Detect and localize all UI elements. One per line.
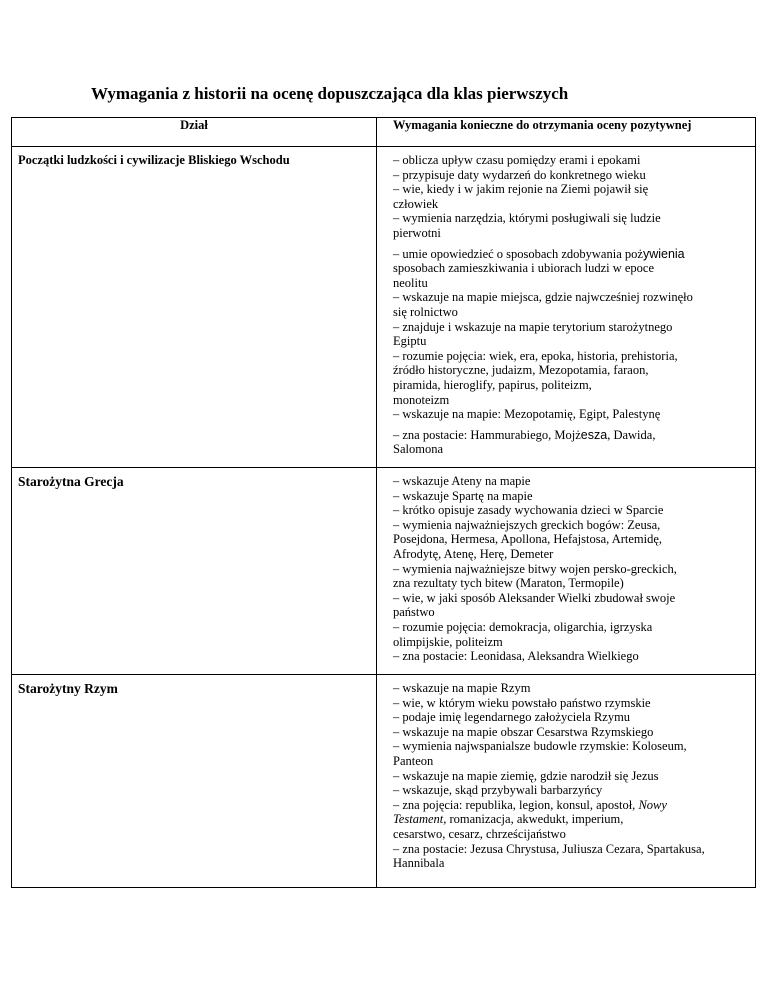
requirement-line: – przypisuje daty wydarzeń do konkretnego wieku [393, 167, 646, 182]
requirement-line: pierwotni [393, 225, 441, 240]
requirement-line: – wie, w którym wieku powstało państwo rzymskie [393, 695, 651, 710]
requirement-text-sans: esza [580, 427, 608, 442]
requirement-line: się rolnictwo [393, 304, 458, 319]
table-header-row [12, 118, 756, 147]
requirement-text: – umie opowiedzieć o sposobach zdobywania poż [393, 246, 643, 261]
requirements-column-header: Wymagania konieczne do otrzymania oceny pozytywnej [377, 118, 756, 147]
requirement-line: cesarstwo, cesarz, chrześcijaństwo [393, 826, 566, 841]
requirement-line: Egiptu [393, 334, 427, 349]
requirements-cell [377, 468, 756, 675]
requirement-line: źródło historyczne, judaizm, Mezopotamia, faraon, [393, 363, 649, 378]
requirement-line: monoteizm [393, 392, 450, 407]
requirements-cell [377, 675, 756, 888]
requirement-line: neolitu [393, 275, 428, 290]
requirement-text: , romanizacja, akwedukt, imperium, [443, 812, 624, 827]
requirement-line: – wymienia narzędzia, którymi posługiwali się ludzie [393, 211, 661, 226]
requirement-line [393, 798, 749, 813]
table-row [12, 147, 756, 468]
table-row [12, 468, 756, 675]
requirement-text: , Dawida, [607, 427, 656, 442]
requirement-line: zna rezultaty tych bitew (Maraton, Termopile) [393, 576, 624, 591]
requirement-line [393, 247, 749, 262]
section-cell: Początki ludzkości i cywilizacje Bliskiego Wschodu [12, 147, 377, 468]
requirement-line: – zna postacie: Leonidasa, Aleksandra Wielkiego [393, 649, 639, 664]
requirement-line: – wskazuje na mapie ziemię, gdzie narodził się Jezus [393, 768, 659, 783]
requirement-line: – wie, kiedy i w jakim rejonie na Ziemi pojawił się [393, 182, 649, 197]
requirement-line: Panteon [393, 753, 434, 768]
requirement-line: Hannibala [393, 856, 445, 871]
section-column-header: Dział [12, 118, 377, 147]
requirement-line: Salomona [393, 442, 443, 457]
requirement-line: – wskazuje, skąd przybywali barbarzyńcy [393, 783, 603, 798]
requirement-line: człowiek [393, 196, 439, 211]
requirement-line: piramida, hieroglify, papirus, politeizm, [393, 377, 592, 392]
page-title: Wymagania z historii na ocenę dopuszczająca dla klas pierwszych [91, 84, 569, 103]
requirement-text: – zna pojęcia: republika, legion, konsul, apostoł, [393, 797, 639, 812]
requirement-line: – wskazuje na mapie miejsca, gdzie najwcześniej rozwinęło [393, 290, 693, 305]
requirement-line: – wskazuje na mapie Rzym [393, 681, 531, 695]
requirement-text-sans: ywienia [642, 246, 685, 261]
requirements-table [11, 117, 756, 888]
requirement-line: sposobach zamieszkiwania i ubiorach ludzi w epoce [393, 261, 655, 276]
requirement-line: – wskazuje Ateny na mapie [393, 474, 531, 488]
requirement-text-italic: Nowy [638, 797, 667, 812]
requirement-line: – rozumie pojęcia: demokracja, oligarchia, igrzyska [393, 619, 653, 634]
requirement-line [393, 812, 749, 827]
requirement-line: – krótko opisuje zasady wychowania dzieci w Sparcie [393, 503, 664, 518]
requirement-line: olimpijskie, politeizm [393, 634, 503, 649]
requirement-line: – wymienia najważniejsze bitwy wojen persko-greckich, [393, 561, 677, 576]
requirement-line [393, 428, 749, 443]
table-row [12, 675, 756, 888]
requirement-line: – oblicza upływ czasu pomiędzy erami i epokami [393, 153, 641, 167]
section-cell: Starożytny Rzym [12, 675, 377, 888]
requirement-line: – wskazuje Spartę na mapie [393, 488, 533, 503]
requirement-line: państwo [393, 605, 435, 620]
requirement-line: – rozumie pojęcia: wiek, era, epoka, historia, prehistoria, [393, 348, 678, 363]
requirement-line: – wymienia najwspanialsze budowle rzymskie: Koloseum, [393, 739, 687, 754]
requirement-line: – znajduje i wskazuje na mapie terytorium starożytnego [393, 319, 673, 334]
requirement-line: Afrodytę, Atenę, Herę, Demeter [393, 546, 554, 561]
requirement-line: – wskazuje na mapie: Mezopotamię, Egipt, Palestynę [393, 407, 661, 422]
requirement-line: Posejdona, Hermesa, Apollona, Hefajstosa, Artemidę, [393, 532, 663, 547]
requirement-line: – wskazuje na mapie obszar Cesarstwa Rzymskiego [393, 724, 654, 739]
requirement-text-italic: Testament [393, 812, 444, 827]
requirement-text: – zna postacie: Hammurabiego, Mojż [393, 427, 581, 442]
requirement-line: – wymienia najważniejszych greckich bogów: Zeusa, [393, 517, 661, 532]
requirement-line: – zna postacie: Jezusa Chrystusa, Juliusza Cezara, Spartakusa, [393, 841, 705, 856]
requirement-line: – wie, w jaki sposób Aleksander Wielki zbudował swoje [393, 590, 676, 605]
requirement-line: – podaje imię legendarnego założyciela Rzymu [393, 710, 631, 725]
requirements-cell [377, 147, 756, 468]
section-cell: Starożytna Grecja [12, 468, 377, 675]
